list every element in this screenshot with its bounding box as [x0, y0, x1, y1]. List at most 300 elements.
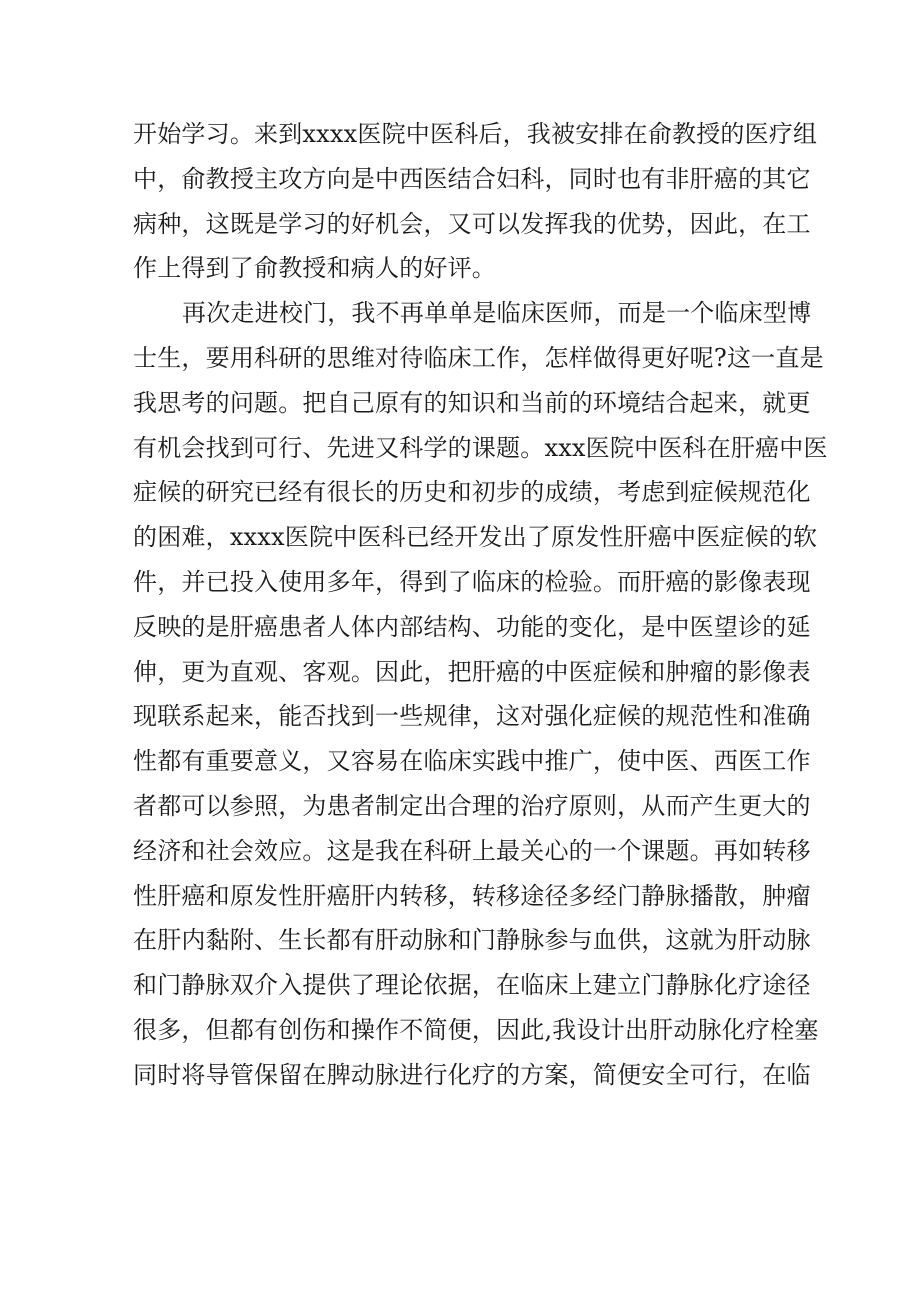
glyph: 肝 [157, 926, 182, 955]
glyph: 床 [544, 971, 569, 1000]
glyph: 上 [471, 836, 497, 865]
glyph: 影 [738, 657, 763, 686]
glyph: 规 [423, 702, 448, 731]
glyph: 脉 [786, 926, 811, 955]
glyph: 医 [738, 747, 763, 776]
glyph: 癌 [647, 523, 673, 552]
glyph: 我 [568, 209, 593, 238]
glyph: 瘤 [786, 881, 811, 910]
glyph: 计 [600, 1015, 625, 1044]
glyph: 化 [721, 1015, 746, 1044]
glyph: 肝 [350, 881, 376, 910]
text-line [133, 470, 811, 515]
glyph: 投 [229, 567, 255, 596]
text-line [133, 381, 811, 426]
glyph: 开 [454, 523, 479, 552]
glyph: 临 [520, 971, 545, 1000]
glyph: xxxx [229, 523, 285, 552]
glyph: 科 [381, 523, 406, 552]
glyph: 脉 [520, 926, 545, 955]
glyph: 是 [205, 612, 230, 641]
glyph: 和 [205, 881, 230, 910]
glyph: 因 [496, 1015, 521, 1044]
glyph: 、 [302, 433, 327, 462]
glyph: 研 [205, 478, 230, 507]
glyph: 脉 [423, 926, 448, 955]
glyph: 者 [302, 612, 327, 641]
glyph: 移 [786, 836, 811, 865]
glyph: 在 [399, 836, 424, 865]
glyph: 中 [375, 164, 400, 193]
glyph: 时 [157, 1060, 182, 1089]
glyph: 势 [641, 209, 666, 238]
glyph: 附 [229, 926, 255, 955]
glyph: ， [423, 657, 448, 686]
glyph: 内 [375, 881, 400, 910]
glyph: 疗 [745, 1015, 771, 1044]
glyph: 做 [592, 343, 618, 372]
glyph: 疗 [738, 971, 763, 1000]
glyph: ， [157, 657, 182, 686]
glyph: 据 [447, 971, 472, 1000]
glyph: 知 [447, 388, 472, 417]
glyph: 肝 [302, 881, 327, 910]
glyph: 士 [133, 343, 158, 372]
glyph: 一 [751, 343, 776, 372]
glyph: 的 [592, 209, 618, 238]
glyph: 简 [592, 1060, 618, 1089]
glyph: 肝 [641, 567, 666, 596]
glyph: 的 [568, 836, 593, 865]
glyph: 像 [738, 567, 763, 596]
glyph: 中 [641, 747, 666, 776]
glyph: 思 [326, 343, 351, 372]
glyph: 生 [278, 926, 303, 955]
glyph: 开 [133, 120, 158, 148]
glyph: 性 [713, 702, 739, 731]
glyph: 规 [665, 702, 690, 731]
glyph: 更 [641, 343, 666, 372]
glyph: 临 [714, 299, 739, 328]
glyph: ， [665, 209, 690, 238]
glyph: 肝 [471, 657, 497, 686]
glyph: 学 [423, 433, 448, 462]
glyph: 进 [350, 433, 376, 462]
glyph: 多 [568, 881, 593, 910]
glyph: ， [181, 343, 206, 372]
glyph: 散 [713, 881, 739, 910]
glyph: 癌 [181, 881, 206, 910]
glyph: 范 [689, 702, 714, 731]
glyph: 科 [254, 343, 279, 372]
glyph: 结 [641, 388, 666, 417]
glyph: 行 [713, 1060, 739, 1089]
justified-line [133, 784, 811, 829]
glyph: 确 [786, 702, 811, 731]
glyph: 广 [568, 747, 593, 776]
glyph: 内 [181, 926, 206, 955]
glyph: 步 [496, 478, 521, 507]
glyph: 发 [575, 523, 600, 552]
glyph: 的 [568, 388, 593, 417]
glyph: 经 [429, 523, 455, 552]
glyph: 院 [308, 523, 334, 552]
glyph: 参 [544, 926, 569, 955]
glyph: 便 [447, 1015, 472, 1044]
glyph: 行 [423, 1060, 448, 1089]
glyph: 方 [520, 1060, 545, 1089]
glyph: 观 [326, 657, 351, 686]
glyph: 这 [496, 702, 521, 731]
glyph: 更 [738, 791, 763, 820]
glyph: 依 [423, 971, 448, 1000]
document-body [133, 112, 828, 1098]
justified-line [133, 1008, 819, 1053]
glyph: ， [544, 164, 569, 193]
glyph: ， [738, 1060, 763, 1089]
glyph: ， [375, 567, 400, 596]
glyph: 思 [157, 388, 182, 417]
glyph: 把 [447, 657, 472, 686]
glyph: 望 [713, 612, 739, 641]
glyph: 、 [254, 926, 279, 955]
glyph: 行 [278, 433, 303, 462]
glyph: 客 [302, 657, 327, 686]
glyph: 的 [738, 164, 763, 193]
glyph: 延 [786, 612, 811, 641]
glyph: 验 [568, 567, 593, 596]
glyph: 在 [399, 747, 424, 776]
glyph: 肿 [665, 657, 690, 686]
glyph: 来 [229, 702, 255, 731]
glyph: 临 [423, 747, 448, 776]
glyph: 一 [375, 702, 400, 731]
glyph: 我 [552, 1015, 577, 1044]
glyph: 变 [568, 612, 593, 641]
glyph: 候 [617, 657, 642, 686]
glyph: 设 [576, 1015, 601, 1044]
glyph: 单 [424, 299, 449, 328]
glyph: 肝 [157, 881, 182, 910]
glyph: 为 [302, 791, 327, 820]
glyph: 现 [133, 702, 158, 731]
glyph: 规 [738, 478, 763, 507]
glyph: 疗 [544, 791, 569, 820]
glyph: 的 [544, 612, 569, 641]
glyph: 被 [551, 120, 576, 148]
glyph: 考 [617, 478, 642, 507]
glyph: 医 [284, 523, 309, 552]
glyph: 和 [447, 478, 472, 507]
glyph: 工 [786, 209, 811, 238]
glyph: 临 [423, 343, 448, 372]
glyph: 论 [399, 971, 424, 1000]
glyph: 动 [399, 926, 424, 955]
glyph: 症 [133, 478, 158, 507]
glyph: 、 [689, 747, 714, 776]
glyph: 内 [375, 612, 400, 641]
glyph: 动 [350, 1060, 376, 1089]
glyph: 中 [133, 164, 158, 193]
glyph: 进 [254, 299, 279, 328]
text-line [133, 1053, 811, 1098]
glyph: 。 [520, 433, 545, 462]
glyph: ， [471, 702, 497, 731]
glyph: 授 [696, 120, 721, 148]
glyph: 此 [713, 209, 739, 238]
glyph: 诊 [738, 612, 763, 641]
glyph: 困 [157, 523, 182, 552]
glyph: 癌 [755, 433, 780, 462]
glyph: 一 [592, 836, 618, 865]
glyph: ， [738, 881, 763, 910]
glyph: 可 [254, 433, 279, 462]
glyph: ， [592, 747, 618, 776]
glyph: 制 [375, 791, 400, 820]
glyph: 中 [405, 120, 430, 148]
text-line [133, 963, 811, 1008]
glyph: 为 [205, 657, 230, 686]
glyph: 会 [181, 433, 206, 462]
glyph: 和 [447, 926, 472, 955]
glyph: 医 [357, 523, 382, 552]
glyph: 床 [738, 299, 763, 328]
glyph: 便 [617, 1060, 642, 1089]
glyph: 可 [689, 1060, 714, 1089]
glyph: 体 [350, 612, 376, 641]
glyph: 不 [399, 1015, 424, 1044]
text-line [133, 202, 811, 247]
justified-line [133, 202, 811, 247]
text-line [133, 605, 811, 650]
glyph: 是 [350, 836, 376, 865]
text-line [133, 560, 811, 605]
glyph: 待 [399, 343, 424, 372]
glyph: 学 [181, 120, 206, 148]
glyph: 。 [229, 120, 255, 148]
glyph: 作 [375, 1015, 400, 1044]
glyph: 症 [592, 657, 618, 686]
glyph: 使 [278, 567, 303, 596]
glyph: 简 [423, 1015, 448, 1044]
glyph: 识 [471, 388, 497, 417]
glyph: 结 [423, 612, 448, 641]
glyph: 供 [617, 926, 642, 955]
justified-line [182, 291, 812, 336]
glyph: 入 [254, 567, 279, 596]
glyph: ， [302, 747, 327, 776]
glyph: 了 [350, 971, 376, 1000]
glyph: 准 [762, 702, 787, 731]
glyph: 强 [544, 702, 569, 731]
glyph: 与 [568, 926, 593, 955]
glyph: 伤 [302, 1015, 327, 1044]
glyph: 和 [496, 388, 521, 417]
glyph: 产 [689, 791, 714, 820]
glyph: 都 [326, 926, 351, 955]
glyph: 对 [520, 702, 545, 731]
glyph: 性 [133, 881, 158, 910]
glyph: 济 [157, 836, 182, 865]
glyph: 科 [682, 433, 707, 462]
glyph: 是 [799, 343, 824, 372]
glyph: 候 [617, 702, 642, 731]
glyph: 始 [157, 120, 182, 148]
glyph: 移 [496, 881, 521, 910]
glyph: 很 [133, 1015, 158, 1044]
glyph: 易 [375, 747, 400, 776]
glyph: ， [447, 881, 472, 910]
glyph: 的 [713, 657, 739, 686]
glyph: 功 [496, 612, 521, 641]
glyph: 中 [779, 433, 804, 462]
glyph: 院 [609, 433, 635, 462]
glyph: 多 [157, 1015, 182, 1044]
glyph: 课 [641, 836, 666, 865]
glyph: 性 [278, 881, 303, 910]
glyph: 否 [302, 702, 327, 731]
glyph: 是 [254, 209, 279, 238]
glyph: 临 [496, 299, 521, 328]
justified-line [133, 515, 818, 560]
glyph: 考 [181, 388, 206, 417]
glyph: 有 [350, 926, 376, 955]
glyph: 疗 [471, 1060, 497, 1089]
glyph: 则 [592, 791, 618, 820]
glyph: 脉 [689, 971, 714, 1000]
glyph: 习 [205, 120, 230, 148]
glyph: 实 [471, 747, 497, 776]
glyph: 安 [641, 1060, 666, 1089]
glyph: 原 [568, 791, 593, 820]
justified-line [133, 694, 811, 739]
glyph: 。 [302, 836, 327, 865]
glyph: , [544, 1015, 553, 1044]
glyph: 肝 [375, 926, 400, 955]
glyph: 机 [157, 433, 182, 462]
glyph: 在 [706, 433, 731, 462]
glyph: 化 [568, 702, 593, 731]
glyph: 个 [690, 299, 715, 328]
glyph: 结 [447, 164, 472, 193]
glyph: 候 [713, 478, 739, 507]
glyph: 得 [399, 567, 424, 596]
justified-line [133, 874, 811, 919]
glyph: 入 [278, 971, 303, 1000]
glyph: 也 [617, 164, 642, 193]
glyph: 件 [133, 567, 158, 596]
glyph: 一 [666, 299, 691, 328]
glyph: 作 [496, 343, 521, 372]
glyph: 肝 [229, 612, 255, 641]
glyph: ， [520, 343, 545, 372]
glyph: 型 [762, 299, 788, 328]
glyph: ， [641, 926, 666, 955]
glyph: 管 [229, 1060, 255, 1089]
glyph: 联 [157, 702, 182, 731]
justified-line [133, 605, 811, 650]
glyph: 难 [181, 523, 206, 552]
glyph: 到 [423, 567, 448, 596]
text-line [133, 426, 828, 471]
glyph: 性 [133, 747, 158, 776]
glyph: 大 [762, 791, 787, 820]
glyph: 在 [133, 926, 158, 955]
glyph: 科 [399, 433, 424, 462]
glyph: 的 [423, 388, 448, 417]
glyph: 再 [713, 836, 739, 865]
glyph: 究 [229, 478, 255, 507]
glyph: 转 [399, 881, 424, 910]
glyph: 的 [181, 612, 206, 641]
justified-line [133, 336, 824, 381]
glyph: 如 [738, 836, 763, 865]
glyph: 的 [786, 791, 811, 820]
glyph: 在 [302, 1060, 327, 1089]
glyph: 长 [302, 926, 327, 955]
glyph: 进 [399, 1060, 424, 1089]
glyph: 医 [689, 612, 714, 641]
glyph: 习 [302, 209, 327, 238]
glyph: 导 [205, 1060, 230, 1089]
glyph: 塞 [794, 1015, 819, 1044]
glyph: 长 [350, 478, 376, 507]
glyph: 有 [302, 478, 327, 507]
glyph: 为 [713, 926, 739, 955]
glyph: 西 [713, 747, 739, 776]
glyph: 师 [569, 299, 594, 328]
glyph: ， [157, 164, 182, 193]
glyph: 立 [617, 971, 642, 1000]
glyph: 动 [673, 1015, 698, 1044]
glyph: 反 [133, 612, 158, 641]
text-line [133, 515, 818, 560]
glyph: 病 [133, 209, 158, 238]
glyph: 在 [762, 1060, 787, 1089]
glyph: 现 [786, 567, 811, 596]
glyph: 自 [326, 388, 351, 417]
glyph: ， [423, 209, 448, 238]
glyph: 向 [326, 164, 351, 193]
glyph: 中 [333, 523, 358, 552]
glyph: 构 [447, 612, 472, 641]
glyph: 脉 [697, 1015, 722, 1044]
glyph: 了 [526, 523, 551, 552]
glyph: 癌 [326, 881, 351, 910]
glyph: 转 [762, 836, 787, 865]
glyph: 工 [471, 343, 497, 372]
glyph: 症 [592, 702, 618, 731]
glyph: 用 [302, 567, 327, 596]
glyph: 安 [575, 120, 600, 148]
glyph: 优 [617, 209, 642, 238]
text-line [133, 829, 811, 874]
glyph: 有 [641, 164, 666, 193]
glyph: 找 [326, 702, 351, 731]
glyph: 径 [786, 971, 811, 1000]
glyph: 因 [689, 209, 714, 238]
glyph: 肿 [762, 881, 787, 910]
glyph: 把 [302, 388, 327, 417]
glyph: ， [593, 299, 618, 328]
glyph: 床 [447, 343, 472, 372]
glyph: 院 [381, 120, 406, 148]
glyph: 医 [568, 657, 593, 686]
glyph: ， [471, 1015, 497, 1044]
glyph: ， [278, 791, 303, 820]
glyph: 双 [229, 971, 255, 1000]
glyph: 软 [793, 523, 818, 552]
